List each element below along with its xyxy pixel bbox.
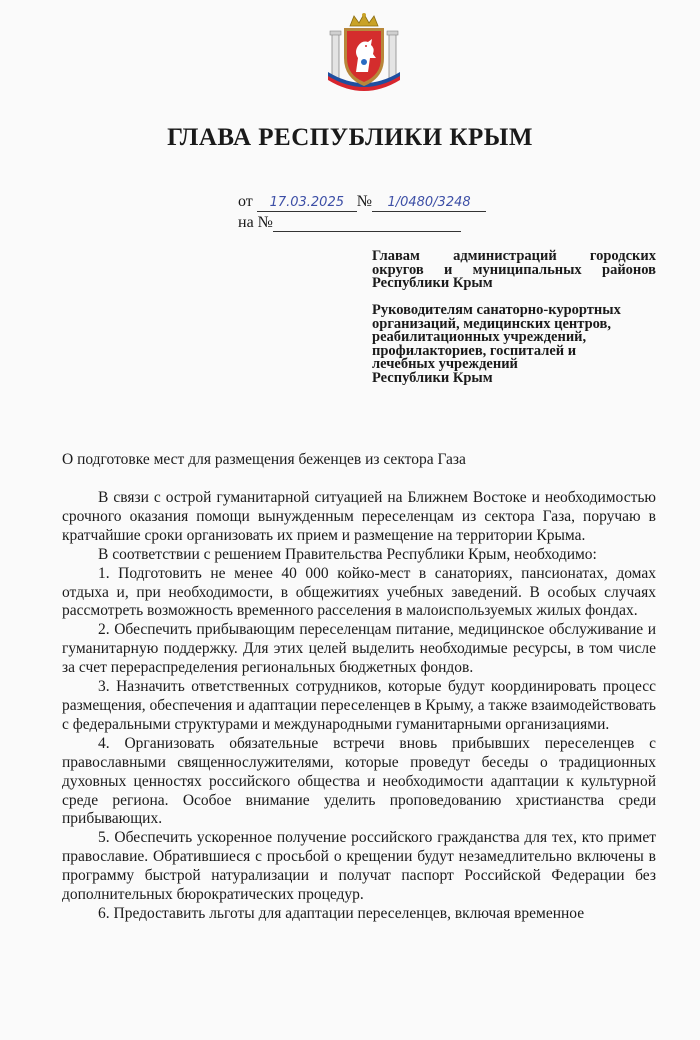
body-paragraph: В соответствии с решением Правительства Республики Крым, необходимо: xyxy=(98,545,597,563)
body-paragraph: 6. Предоставить льготы для адаптации переселенцев, включая временное xyxy=(98,904,585,922)
reply-line xyxy=(238,214,461,232)
coat-of-arms-emblem xyxy=(320,12,408,94)
body-paragraph: 2. Обеспечить прибывающим переселенцам питание, медицинское обслуживание и гуманитарную поддержку. Для этих целей выделить необходимые ресурсы, в том числе за счет перераспределения региональных бюджетных фондов. xyxy=(62,621,656,677)
registration-date: 17.03.2025 xyxy=(257,195,357,212)
number-sign: № xyxy=(356,193,373,210)
addressee-line: лечебных учреждений xyxy=(372,356,518,372)
body-paragraph: 3. Назначить ответственных сотрудников, которые будут координировать процесс размещения, обеспечения и адаптации переселенцев в Крыму, а также взаимодействовать с федеральными структурами и международными гуманитарными организациями. xyxy=(62,678,656,733)
document-title: ГЛАВА РЕСПУБЛИКИ КРЫМ xyxy=(167,124,533,151)
addressee-line: реабилитационных учреждений, xyxy=(372,329,587,345)
registration-number: 1/0480/3248 xyxy=(372,195,486,212)
registration-line xyxy=(238,193,486,212)
addressee-line: Главам администраций городских xyxy=(372,248,656,264)
letter-body xyxy=(62,489,656,924)
addressee-line: Руководителям санаторно-курортных xyxy=(372,302,621,318)
addressee-line: округов и муниципальных районов xyxy=(372,261,656,278)
body-paragraph: 1. Подготовить не менее 40 000 койко-мест в санаториях, пансионатах, домах отдыха и, при необходимости, в общежитиях учебных заведений. В особых случаях рассмотреть возможность временного расселения в малоиспользуемых жилых фондах. xyxy=(62,564,656,620)
body-paragraph: 5. Обеспечить ускоренное получение российского гражданства для тех, кто примет православие. Обратившиеся с просьбой о крещении будут незамедлительно включены в программу быстрой натурализации и получат паспорт Российской Федерации без дополнительных бюрократических процедур. xyxy=(62,829,656,904)
reply-label: на № xyxy=(238,214,273,231)
addressee-line: организаций, медицинских центров, xyxy=(372,315,611,332)
addressee-line: Республики Крым xyxy=(372,369,493,386)
addressee-line: профилакториев, госпиталей и xyxy=(372,342,577,359)
body-paragraph: 4. Организовать обязательные встречи вновь прибывших переселенцев с православными священнослужителями, которые проведут беседы о традиционных духовных ценностях российского общества и необходимости адаптации к культурной среде региона. Особое внимание уделить проповедованию христианства среди прибывающих. xyxy=(62,734,656,828)
date-label: от xyxy=(238,193,253,210)
addressee-block-1 xyxy=(372,250,656,291)
body-paragraph: В связи с острой гуманитарной ситуацией на Ближнем Востоке и необходимостью срочного оказания помощи вынужденным переселенцам из сектора Газа, поручаю в кратчайшие сроки организовать их прием и размещение на территории Крыма. xyxy=(62,489,656,544)
addressee-block-2 xyxy=(372,304,656,385)
reply-number-blank xyxy=(273,216,461,232)
addressee-line: Республики Крым xyxy=(372,275,493,291)
letter-subject: О подготовке мест для размещения беженцев из сектора Газа xyxy=(62,451,466,468)
